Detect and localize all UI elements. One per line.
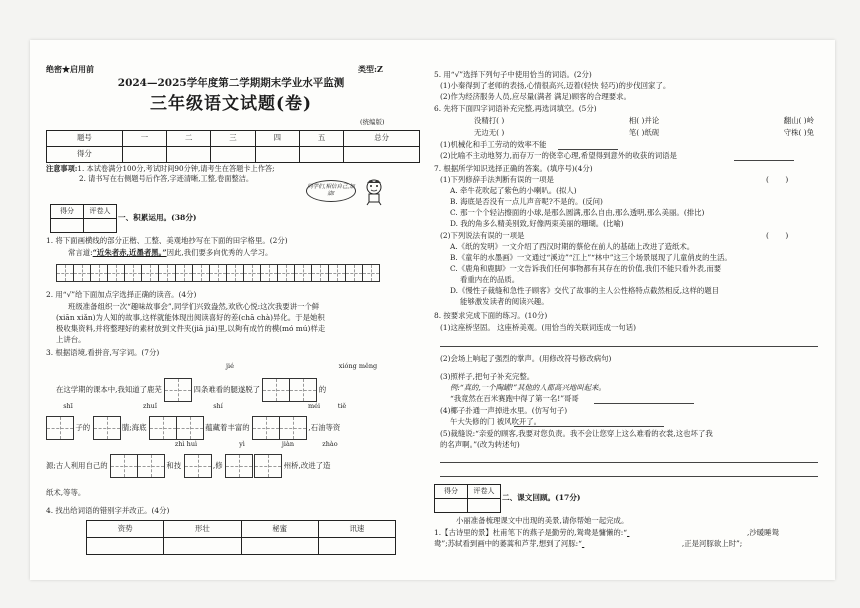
score-header: 二 [167, 131, 211, 147]
tianzi-cell[interactable] [311, 264, 329, 282]
pinyin: yì [239, 440, 245, 448]
word-table [86, 520, 396, 555]
option-cont: 看重内在的品质。 [460, 275, 520, 284]
word-cell: 秘蜜 [241, 521, 318, 538]
question-1: 1. 将下面画横线的部分正楷、工整、美观地抄写在下面的田字格里。(2分) [46, 236, 288, 245]
question-4: 4. 找出给词语的错别字并改正。(4分) [46, 506, 170, 515]
answer-line[interactable] [594, 403, 694, 404]
answer-cell[interactable] [93, 416, 121, 440]
s2-q1-text: ,沙暖睡鸳 [747, 528, 779, 537]
idiom-blank[interactable]: 相( )并论 [628, 116, 660, 125]
note-2: 2. 请书写在右侧题号后作答,字迹清晰,工整,卷面整洁。 [79, 174, 254, 184]
type-label: 类型:Z [358, 64, 383, 74]
q8-3-fill: “我竟然在百米赛跑中得了第一名!”哥哥 [450, 394, 579, 403]
score-cell[interactable] [167, 147, 211, 163]
q7-2: (2)下列说法有误的一项是 [440, 231, 525, 240]
score-cell[interactable] [255, 147, 299, 163]
word-cell: 讯速 [318, 521, 395, 538]
idiom-blank[interactable]: 没精打( ) [474, 116, 505, 125]
idiom-blank[interactable]: 无边无( ) [474, 128, 505, 137]
q3-text: ,修 [212, 461, 223, 470]
q2-line-2: (xiān xiǎn)为人知的故事,这样就能体现出阅读喜好的差(chā chà)异化。于是她积 [56, 313, 325, 322]
option: B. 海底是否没有一点儿声音呢?不是的。(反问) [450, 197, 603, 206]
q2-line-1: 班级准备组织一次“趣味故事会”,同学们兴致盎然,欢欣心悦:这次我要讲一个鲜 [68, 302, 320, 311]
correction-cell[interactable] [241, 538, 318, 555]
q3-text: 蕴藏着丰富的 [205, 423, 250, 432]
correction-cell[interactable] [87, 538, 164, 555]
pinyin: jiàn [281, 440, 295, 448]
score-header: 三 [211, 131, 255, 147]
idiom-blank[interactable]: 笔( )纸砚 [628, 128, 660, 137]
option: C.《鹿角和鹿脚》一文告诉我们任何事物都有其存在的价值,我们不能只看外表,而要 [450, 264, 722, 273]
word-cell: 形壮 [164, 521, 241, 538]
tianzi-cell[interactable] [107, 264, 125, 282]
answer-paren[interactable]: ( ) [766, 231, 789, 240]
pinyin: xióng měng [338, 362, 378, 370]
secret-label: 绝密★启用前 [46, 64, 94, 74]
question-8: 8. 按要求完成下面的练习。(10分) [434, 311, 548, 320]
score-cell[interactable] [122, 147, 166, 163]
answer-cell[interactable] [225, 454, 253, 478]
question-6: 6. 先将下面四字词语补充完整,再选词填空。(5分) [434, 104, 597, 113]
grader-score-cell[interactable] [51, 219, 84, 233]
answer-cell[interactable] [262, 378, 290, 402]
option: B.《童年的水墨画》一文通过“溪边”“江上”“林中”这三个场景展现了儿童俏皮的生活。 [450, 253, 732, 262]
answer-paren[interactable]: ( ) [766, 175, 789, 184]
option: D.《慢性子裁缝和急性子顾客》交代了故事的主人公性格特点截然相反,这样的题目 [450, 286, 720, 295]
answer-line[interactable] [558, 149, 618, 150]
answer-cell[interactable] [176, 416, 204, 440]
notes [46, 164, 416, 185]
q3-text: 源;古人利用自己的 [46, 461, 108, 470]
tianzi-cell[interactable] [294, 264, 312, 282]
q8-4-fill: 午大失修的门 被风吹开了。 [450, 417, 542, 426]
tianzi-cell[interactable] [90, 264, 108, 282]
q3-line-1 [46, 378, 428, 402]
score-header: 总分 [344, 131, 420, 147]
mascot-icon [362, 178, 386, 206]
q3-text: 腈;海底 [121, 423, 147, 432]
pinyin: zhì huì [174, 440, 198, 448]
tianzi-cell[interactable] [56, 264, 74, 282]
s2-q1-text: ,正是河豚欲上时”; [681, 539, 743, 548]
idiom-blank[interactable]: 翻山( )岭 [783, 116, 814, 125]
score-cell[interactable] [211, 147, 255, 163]
q3-text: ,石油等资 [308, 423, 341, 432]
s2-q1-text: 1.【古诗里的景】杜甫笔下的燕子是勤劳的,鸳鸯是慵懒的:“ [434, 528, 628, 537]
pinyin: tiě [337, 402, 347, 410]
s2-q1 [434, 528, 779, 539]
q2-line-3: 极收集资料,并将整理好的素材放到文件夹(jiā jiá)里,以夠有成竹的模(mó mú)样走 [56, 324, 326, 333]
q1-suffix: 因此,我们要多向优秀的人学习。 [166, 248, 273, 257]
pinyin: shī [63, 402, 73, 410]
pinyin: shí [213, 402, 223, 410]
tianzi-cell[interactable] [141, 264, 159, 282]
grader-reviewer-label: 评卷人 [84, 205, 117, 219]
q5-item-2: (2)作为经济服务人员,应尽量(满者 满足)顾客的合理要求。 [440, 92, 631, 101]
tianzi-cell[interactable] [345, 264, 363, 282]
tianzi-grid[interactable] [56, 264, 379, 282]
tianzi-cell[interactable] [277, 264, 295, 282]
q8-2: (2)会场上响起了强烈的掌声。(用修改符号修改病句) [440, 354, 612, 363]
q3-line-2 [46, 416, 418, 440]
tianzi-cell[interactable] [328, 264, 346, 282]
q6-item-2: (2)比喻不主动地努力,而存万一的侥幸心理,希望得到意外的收获的词语是 [440, 151, 677, 160]
question-3: 3. 根据语境,看拼音,写字词。(7分) [46, 348, 160, 357]
grader-score-cell[interactable] [435, 499, 468, 513]
q1-text [46, 248, 440, 259]
q3-text: 子的 [75, 423, 91, 432]
grader-reviewer-cell[interactable] [84, 219, 117, 233]
answer-line[interactable] [440, 346, 818, 347]
question-5: 5. 用“√”选择下列句子中使用恰当的词语。(2分) [434, 70, 592, 79]
pinyin: jié [226, 362, 234, 370]
q8-3: (3)照样子,把句子补充完整。 [440, 372, 535, 381]
answer-blank[interactable] [627, 528, 747, 539]
correction-cell[interactable] [164, 538, 241, 555]
score-header: 四 [255, 131, 299, 147]
score-header: 题号 [47, 131, 123, 147]
left-column [38, 40, 416, 580]
idiom-blank[interactable]: 守株( )兔 [783, 128, 814, 137]
score-cell[interactable] [344, 147, 420, 163]
answer-cell[interactable] [164, 378, 192, 402]
q3-text: 的 [318, 385, 327, 394]
q6-item-1: (1)机械化和手工劳动的效率不能 [440, 140, 547, 149]
note-1: 1. 本试卷满分100分,考试时间90分钟,请考生在答题卡上作答; [77, 164, 275, 173]
score-table [46, 130, 420, 163]
tianzi-cell[interactable] [124, 264, 142, 282]
score-row-label: 得分 [47, 147, 123, 163]
grader-box-2 [434, 484, 501, 513]
s2-intro: 小丽准备梳理课文中出现的美景,请你帮她一起完成。 [456, 516, 629, 525]
word-cell: 资势 [87, 521, 164, 538]
q8-1: (1)这座桥坚固。 这座桥美观。(用恰当的关联词连成一句话) [440, 323, 636, 332]
pinyin: méi [307, 402, 321, 410]
q3-text: 和技 [166, 461, 182, 470]
pinyin: zhào [322, 440, 338, 448]
exam-sheet [30, 40, 835, 580]
answer-cell[interactable] [110, 454, 138, 478]
answer-line[interactable] [734, 160, 794, 161]
q3-text: 州桥,改进了造 [283, 461, 331, 470]
q3-line-4: 纸术,等等。 [46, 488, 86, 497]
q2-line-4: 上讲台。 [56, 335, 86, 344]
q3-line-3 [46, 454, 418, 478]
q5-item-1: (1)小秦得到了老师的表扬,心情很高兴,迈着(轻快 轻巧)的步伐回家了。 [440, 81, 671, 90]
q6-row-2 [474, 128, 814, 139]
grader-reviewer-label: 评卷人 [468, 485, 501, 499]
correction-cell[interactable] [318, 538, 395, 555]
answer-cell[interactable] [279, 416, 307, 440]
option: D. 我的角多么精美别致,好像两束美丽的珊瑚。(比喻) [450, 219, 624, 228]
answer-cell[interactable] [289, 378, 317, 402]
tianzi-cell[interactable] [73, 264, 91, 282]
tianzi-cell[interactable] [209, 264, 227, 282]
score-header: 一 [122, 131, 166, 147]
q3-text: 四条难看的腿遂脱了 [193, 385, 261, 394]
grader-box-1 [50, 204, 117, 233]
score-header: 五 [299, 131, 343, 147]
q8-5: (5)裁缝说:“亲爱的顾客,我要对您负责。我不会让您穿上这么难看的衣裳,这也坏了我 [440, 429, 713, 438]
s2-q1-cont [434, 539, 742, 550]
right-column [434, 40, 824, 580]
answer-blank[interactable] [582, 539, 682, 550]
edition-label: (统编版) [360, 118, 385, 126]
encouragement-bubble: 同学们,相信自己,加油! [306, 180, 356, 202]
q8-4: (4)椰子扑通一声掉进水里。(仿写句子) [440, 406, 568, 415]
tianzi-cell[interactable] [260, 264, 278, 282]
q1-prefix: 常言道: [68, 248, 93, 257]
answer-cell[interactable] [184, 454, 212, 478]
s2-q1-text: 鸯”;苏轼看到画中的萎蒿和芦芽,想到了河豚:“ [434, 539, 582, 548]
option: C. 那一个个轻沾擦面的小球,是那么圆满,那么自由,那么透明,那么美丽。(排比) [450, 208, 705, 217]
answer-cell[interactable] [252, 416, 280, 440]
question-2: 2. 用“√”给下面加点字选择正确的读音。(4分) [46, 290, 197, 299]
section-2-title: 二、课文回顾。(17分) [502, 493, 581, 502]
question-7: 7. 根据所学知识选择正确的答案。(填序号)(4分) [434, 164, 593, 173]
grader-score-label: 得分 [435, 485, 468, 499]
answer-line[interactable] [514, 426, 664, 427]
q8-3-example: 例:“真的,一个陶罐!”其他的人都高兴地叫起来。 [450, 383, 606, 392]
answer-cell[interactable] [46, 416, 74, 440]
q8-5-cont: 的名声啊。”(改为转述句) [440, 440, 520, 449]
option-cont: 能够激发读者的阅读兴趣。 [460, 297, 549, 306]
notes-label: 注意事项: [46, 164, 78, 173]
tianzi-cell[interactable] [362, 264, 380, 282]
tianzi-cell[interactable] [243, 264, 261, 282]
tianzi-cell[interactable] [175, 264, 193, 282]
section-1-title: 一、积累运用。(38分) [118, 213, 197, 222]
tianzi-cell[interactable] [158, 264, 176, 282]
answer-cell[interactable] [137, 454, 165, 478]
score-cell[interactable] [299, 147, 343, 163]
tianzi-cell[interactable] [192, 264, 210, 282]
tianzi-cell[interactable] [226, 264, 244, 282]
answer-line[interactable] [440, 476, 818, 477]
q1-underlined: “近朱者赤,近墨者黑。” [92, 248, 167, 257]
pinyin: zhuǐ [143, 402, 157, 410]
q3-text: 在这学期的课本中,我知道了鹿芜 [56, 385, 162, 394]
answer-line[interactable] [440, 462, 818, 463]
option: A.《纸的发明》一文介绍了西汉时期的蔡伦在前人的基础上改进了造纸术。 [450, 242, 695, 251]
q6-row-1 [474, 116, 814, 127]
q7-1: (1)下列修辞手法判断有误的一项是 [440, 175, 554, 184]
answer-cell[interactable] [254, 454, 282, 478]
page-title: 三年级语文试题(卷) [149, 94, 313, 114]
exam-term: 2024—2025学年度第二学期期末学业水平监测 [117, 77, 345, 89]
grader-reviewer-cell[interactable] [468, 499, 501, 513]
option: A. 牵牛花吹起了紫色的小喇叭。(拟人) [450, 186, 577, 195]
answer-cell[interactable] [149, 416, 177, 440]
grader-score-label: 得分 [51, 205, 84, 219]
